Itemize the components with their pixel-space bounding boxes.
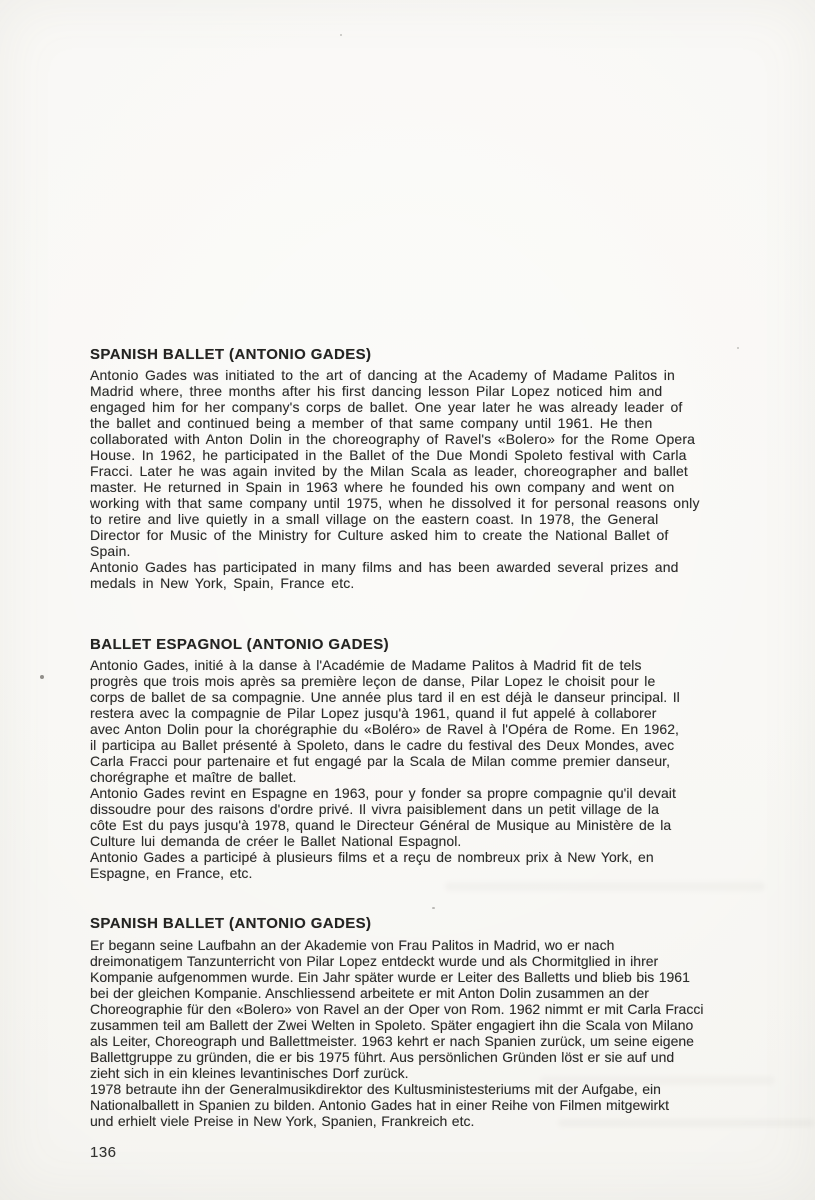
text-line: master. He returned in Spain in 1963 where he founded his own company and went on	[90, 479, 675, 495]
text-line: zieht sich in ein kleines levantinisches Dorf zurück.	[90, 1065, 409, 1081]
text-line: Spain.	[90, 543, 131, 559]
ink-speck	[432, 907, 435, 909]
text-line: chorégraphe et maître de ballet.	[90, 769, 297, 785]
text-line: 1978 betraute ihn der Generalmusikdirektor des Kultusministesteriums mit der Aufgabe, ein	[90, 1081, 661, 1097]
text-line: Nationalballett in Spanien zu bilden. Antonio Gades hat in einer Reihe von Filmen mitgewirkt	[90, 1097, 670, 1113]
ink-speck	[340, 34, 342, 36]
page-number: 136	[90, 1144, 117, 1161]
text-line: Madrid where, three months after his first dancing lesson Pilar Lopez noticed him and	[90, 383, 663, 399]
text-line: Choreographie für den «Bolero» von Ravel an der Oper von Rom. 1962 nimmt er mit Carla Fracci	[90, 1001, 704, 1017]
text-line: the ballet and continued being a member of that same company until 1961. He then	[90, 415, 653, 431]
text-line: als Leiter, Choreograph und Ballettmeister. 1963 kehrt er nach Spanien zurück, um seine eigene	[90, 1033, 694, 1049]
text-line: und erhielt viele Preise in New York, Spanien, Frankreich etc.	[90, 1113, 475, 1129]
section-heading-english: SPANISH BALLET (ANTONIO GADES)	[90, 346, 372, 363]
paragraph-german	[90, 937, 790, 1129]
text-line: Espagne, en France, etc.	[90, 865, 253, 881]
paragraph-english	[90, 367, 790, 591]
ghost-showthrough	[558, 1119, 815, 1127]
ghost-showthrough	[540, 1076, 775, 1085]
section-heading-german: SPANISH BALLET (ANTONIO GADES)	[90, 915, 372, 932]
text-line: Ballettgruppe zu gründen, die er bis 1975 führt. Aus persönlichen Gründen löst er sie auf und	[90, 1049, 675, 1065]
ink-speck	[40, 675, 44, 679]
text-line: Antonio Gades has participated in many films and has been awarded several prizes and	[90, 559, 679, 575]
text-line: Antonio Gades, initié à la danse à l'Académie de Madame Palitos à Madrid fit de tels	[90, 657, 642, 673]
text-line: Er begann seine Laufbahn an der Akademie von Frau Palitos in Madrid, wo er nach	[90, 937, 615, 953]
ink-speck	[737, 347, 739, 349]
section-heading-french: BALLET ESPAGNOL (ANTONIO GADES)	[90, 636, 390, 653]
text-line: corps de ballet de sa compagnie. Une année plus tard il en est déjà le danseur principal. Il	[90, 689, 680, 705]
text-line: progrès que trois mois après sa première leçon de danse, Pilar Lopez le choisit pour le	[90, 673, 656, 689]
text-line: Culture lui demanda de créer le Ballet National Espagnol.	[90, 833, 462, 849]
ghost-showthrough	[445, 882, 765, 891]
text-line: dissoudre pour des raisons d'ordre privé. Il vivra paisiblement dans un petit village de la	[90, 801, 659, 817]
text-line: bei der gleichen Kompanie. Anschliessend arbeitete er mit Anton Dolin zusammen an der	[90, 985, 649, 1001]
text-line: Director for Music of the Ministry for Culture asked him to create the National Ballet of	[90, 527, 669, 543]
text-line: collaborated with Anton Dolin in the choreography of Ravel's «Bolero» for the Rome Opera	[90, 431, 696, 447]
text-line: House. In 1962, he participated in the Ballet of the Due Mondi Spoleto festival with Carla	[90, 447, 687, 463]
text-line: to retire and live quietly in a small village on the eastern coast. In 1978, the General	[90, 511, 659, 527]
text-line: medals in New York, Spain, France etc.	[90, 575, 355, 591]
text-line: Antonio Gades was initiated to the art of dancing at the Academy of Madame Palitos in	[90, 367, 675, 383]
text-line: avec Anton Dolin pour la chorégraphie du «Boléro» de Ravel à l'Opéra de Rome. En 1962,	[90, 721, 679, 737]
text-line: dreimonatigem Tanzunterricht von Pilar Lopez entdeckt wurde und als Chormitglied in ihrer	[90, 953, 659, 969]
text-line: il participa au Ballet présenté à Spoleto, dans le cadre du festival des Deux Mondes, avec	[90, 737, 675, 753]
text-line: restera avec la compagnie de Pilar Lopez jusqu'à 1961, quand il fut appelé à collaborer	[90, 705, 657, 721]
text-line: Fracci. Later he was again invited by the Milan Scala as leader, choreographer and ballet	[90, 463, 688, 479]
paragraph-french	[90, 657, 790, 881]
text-line: Antonio Gades a participé à plusieurs films et a reçu de nombreux prix à New York, en	[90, 849, 654, 865]
text-line: côte Est du pays jusqu'à 1978, quand le Directeur Général de Musique au Ministère de la	[90, 817, 672, 833]
text-line: Kompanie aufgenommen wurde. Ein Jahr später wurde er Leiter des Balletts und blieb bis 1961	[90, 969, 690, 985]
text-line: zusammen teil am Ballett der Zwei Welten in Spoleto. Später engagiert ihn die Scala von Milano	[90, 1017, 694, 1033]
text-line: Carla Fracci pour partenaire et fut engagé par la Scala de Milan comme premier danseur,	[90, 753, 671, 769]
text-line: working with that same company until 1975, when he dissolved it for personal reasons only	[90, 495, 700, 511]
text-line: engaged him for her company's corps de ballet. One year later he was already leader of	[90, 399, 683, 415]
text-line: Antonio Gades revint en Espagne en 1963, pour y fonder sa propre compagnie qu'il devait	[90, 785, 676, 801]
